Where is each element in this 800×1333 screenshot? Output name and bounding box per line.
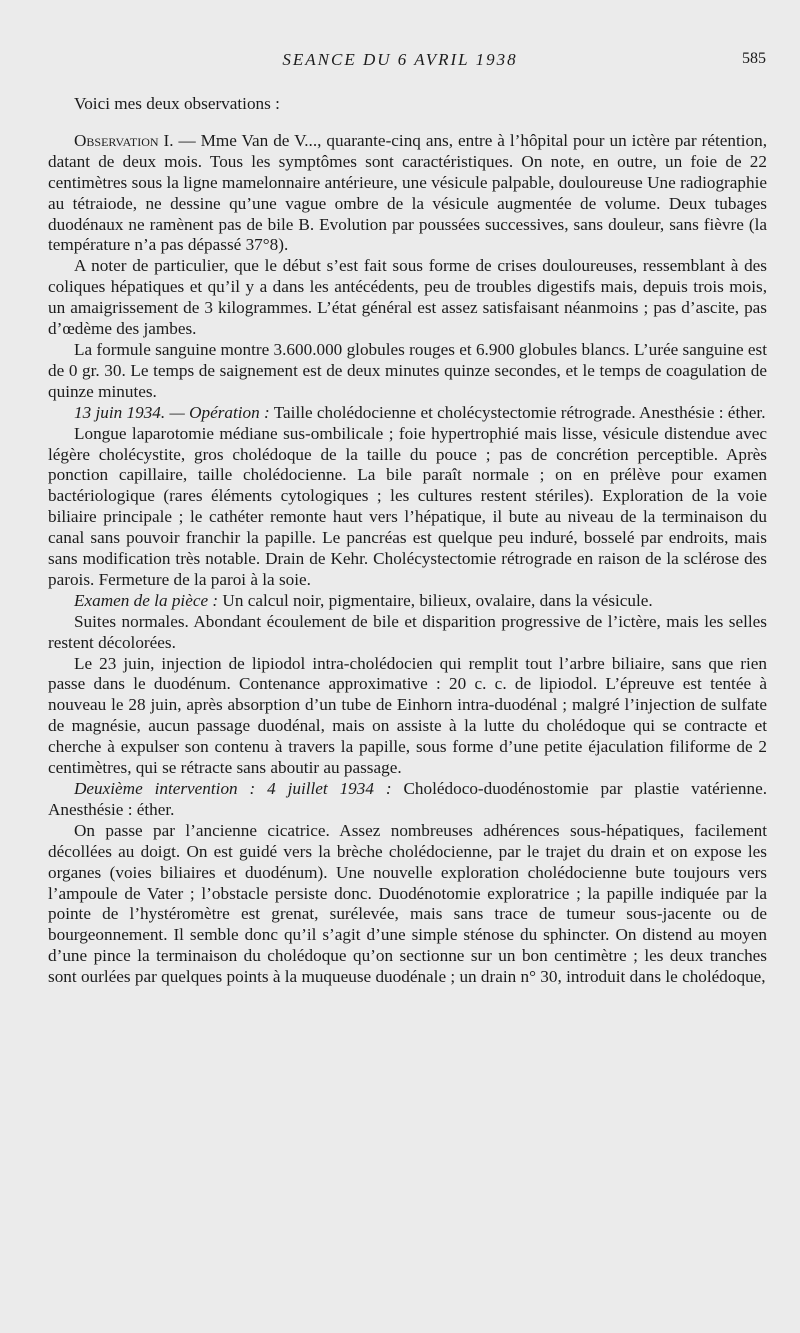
specimen-text: Un calcul noir, pigmentaire, bilieux, ovalaire, dans la vésicule. [218, 590, 653, 610]
page-number: 585 [742, 50, 766, 67]
paragraph-laparotomy: Longue laparotomie médiane sus-ombilicale ; foie hypertrophié mais lisse, vésicule distendue avec légère cholécystite, gros cholédoque de la taille du pouce ; pas de concrétion perceptible. Après ponction capillaire, taille cholédocienne. La bile paraît normale ; on en prélève pour examen bactériologique (rares éléments cytologiques ; les cultures restent stériles). Exploration de la voie biliaire principale ; le cathéter remonte haut vers l’hépatique, il bute au niveau de la terminaison du canal sans pouvoir franchir la papille. Le pancréas est quelque peu induré, bosselé par endroits, mais sans modification très notable. Drain de Kehr. Cholécystectomie rétrograde en raison de la sclérose des parois. Fermeture de la paroi à la soie. [48, 423, 767, 589]
second-intervention-label: Deuxième intervention : 4 juillet 1934 : [74, 779, 392, 798]
body-text [48, 94, 767, 988]
paragraph-second-intervention [48, 779, 767, 821]
observation-label: Observation I. [74, 130, 174, 150]
paragraph-antecedents: A noter de particulier, que le début s’est fait sous forme de crises douloureuses, ressemblant à des coliques hépatiques et qu’il y a dans les antécédents, peu de troubles digestifs mais, depuis trois mois, un amaigrissement de 3 kilogrammes. L’état général est assez satisfaisant néanmoins ; pas d’ascite, pas d’œdème des jambes. [48, 256, 767, 339]
specimen-label: Examen de la pièce : [74, 590, 219, 610]
paragraph-lipiodol: Le 23 juin, injection de lipiodol intra-cholédocien qui remplit tout l’arbre biliaire, sans que rien passe dans le duodénum. Contenance approximative : 20 c. c. de lipiodol. L’épreuve est tentée à nouveau le 28 juin, après absorption d’un tube de Einhorn intra-duodénal ; malgré l’injection de sulfate de magnésie, aucun passage duodénal, mais on assiste à la lutte du cholédoque qui se contracte et cherche à expulser son contenu à travers la papille, sous forme d’une petite éjaculation filiforme de 2 centimètres, qui se rétracte sans aboutir au passage. [48, 653, 767, 778]
paragraph-operation [48, 403, 767, 424]
observation-text: — Mme Van de V..., quarante-cinq ans, entre à l’hôpital pour un ictère par rétention, datant de deux mois. Tous les symptômes sont caractéristiques. On note, en outre, un foie de 22 centimètres sous la ligne mamelonnaire antérieure, une vésicule palpable, douloureuse Une radiographie au tétraiode, ne dessine qu’une vague ombre de la vésicule augmentée de volume. Deux tubages duodénaux ne ramènent pas de bile B. Evolution par poussées successives, sans douleur, sans fièvre (la température n’a pas dépassé 37°8). [48, 130, 767, 255]
intro-paragraph: Voici mes deux observations : [74, 94, 280, 113]
paragraph-specimen [48, 591, 767, 612]
running-title: SEANCE DU 6 AVRIL 1938 [282, 50, 518, 69]
paragraph-follow-up: Suites normales. Abondant écoulement de bile et disparition progressive de l’ictère, mais les selles restent décolorées. [48, 611, 767, 652]
operation-text: Taille cholédocienne et cholécystectomie rétrograde. Anesthésie : éther. [269, 402, 766, 422]
paragraph-procedure: On passe par l’ancienne cicatrice. Assez nombreuses adhérences sous-hépatiques, facilement décollées au doigt. On est guidé vers la brèche cholédocienne, par le trajet du drain et on expose les organes (voies biliaires et duodénum). Une nouvelle exploration cholédocienne bute toujours vers l’ampoule de Vater ; l’obstacle persiste donc. Duodénotomie exploratrice ; la papille indiquée par la pointe de l’hystéromètre est grenat, surélevée, mais sans trace de tumeur sous-jacente ou de bourgeonnement. Il semble donc qu’il s’agit d’une simple sténose du sphincter. On distend au moyen d’une pince la terminaison du cholédoque qu’on sectionne sur un bon centimètre ; les deux tranches sont ourlées par quelques points à la muqueuse duodénale ; un drain n° 30, introduit dans le cholédoque, [48, 820, 767, 987]
page-header [0, 46, 800, 76]
observation-paragraph [48, 131, 767, 256]
paragraph-blood-formula: La formule sanguine montre 3.600.000 globules rouges et 6.900 globules blancs. L’urée sanguine est de 0 gr. 30. Le temps de saignement est de deux minutes quinze secondes, et le temps de coagulation de quinze minutes. [48, 339, 767, 401]
second-intervention-text: Cholédoco-duodénostomie par plastie vatérienne. Anesthésie : éther. [48, 779, 767, 819]
operation-date-label: 13 juin 1934. — Opération : [74, 402, 270, 422]
